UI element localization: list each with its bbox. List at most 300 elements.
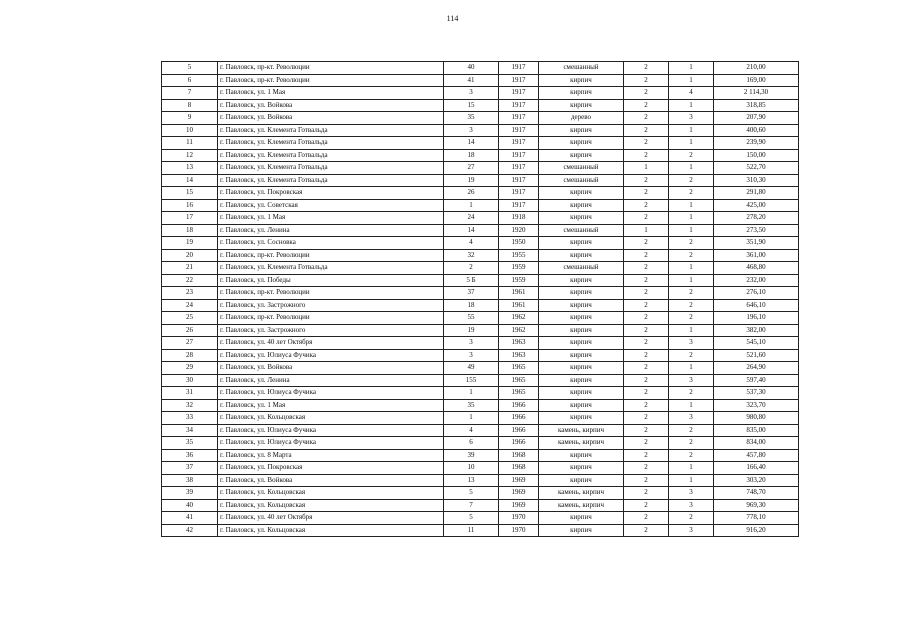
address-cell: г. Павловск, ул. Клемента Готвальда (218, 262, 444, 275)
table-row (162, 424, 799, 437)
entrances-cell: 1 (669, 99, 714, 112)
row-number-cell: 28 (162, 349, 218, 362)
area-cell: 239,90 (714, 137, 799, 150)
year-built-cell: 1969 (499, 487, 539, 500)
year-built-cell: 1917 (499, 137, 539, 150)
wall-material-cell: кирпич (539, 249, 624, 262)
floors-cell: 2 (624, 524, 669, 537)
address-cell: г. Павловск, пр-кт. Революции (218, 74, 444, 87)
table-row (162, 362, 799, 375)
year-built-cell: 1959 (499, 274, 539, 287)
area-cell: 400,60 (714, 124, 799, 137)
wall-material-cell: кирпич (539, 524, 624, 537)
area-cell: 425,00 (714, 199, 799, 212)
table-row (162, 324, 799, 337)
table-row (162, 524, 799, 537)
table-row (162, 349, 799, 362)
wall-material-cell: кирпич (539, 324, 624, 337)
table-row (162, 199, 799, 212)
entrances-cell: 1 (669, 124, 714, 137)
area-cell: 303,20 (714, 474, 799, 487)
wall-material-cell: кирпич (539, 312, 624, 325)
table-row (162, 124, 799, 137)
row-number-cell: 34 (162, 424, 218, 437)
table-row (162, 487, 799, 500)
area-cell: 834,00 (714, 437, 799, 450)
row-number-cell: 36 (162, 449, 218, 462)
area-cell: 537,30 (714, 387, 799, 400)
wall-material-cell: кирпич (539, 149, 624, 162)
entrances-cell: 1 (669, 212, 714, 225)
entrances-cell: 1 (669, 162, 714, 175)
area-cell: 169,00 (714, 74, 799, 87)
table-row (162, 462, 799, 475)
address-cell: г. Павловск, ул. Покровская (218, 187, 444, 200)
address-cell: г. Павловск, ул. Войкова (218, 362, 444, 375)
address-cell: г. Павловск, ул. 1 Мая (218, 399, 444, 412)
area-cell: 361,00 (714, 249, 799, 262)
entrances-cell: 2 (669, 387, 714, 400)
row-number-cell: 41 (162, 512, 218, 525)
address-cell: г. Павловск, ул. 8 Марта (218, 449, 444, 462)
house-number-cell: 24 (444, 212, 499, 225)
entrances-cell: 2 (669, 437, 714, 450)
entrances-cell: 2 (669, 287, 714, 300)
area-cell: 273,50 (714, 224, 799, 237)
table-row (162, 112, 799, 125)
row-number-cell: 11 (162, 137, 218, 150)
table-row (162, 499, 799, 512)
floors-cell: 2 (624, 87, 669, 100)
year-built-cell: 1966 (499, 437, 539, 450)
wall-material-cell: камень, кирпич (539, 424, 624, 437)
house-number-cell: 55 (444, 312, 499, 325)
year-built-cell: 1917 (499, 149, 539, 162)
row-number-cell: 23 (162, 287, 218, 300)
address-cell: г. Павловск, пр-кт. Революции (218, 249, 444, 262)
area-cell: 980,80 (714, 412, 799, 425)
wall-material-cell: кирпич (539, 137, 624, 150)
row-number-cell: 32 (162, 399, 218, 412)
area-cell: 468,80 (714, 262, 799, 275)
area-cell: 276,10 (714, 287, 799, 300)
address-cell: г. Павловск, пр-кт. Революции (218, 312, 444, 325)
entrances-cell: 2 (669, 312, 714, 325)
row-number-cell: 26 (162, 324, 218, 337)
table-row (162, 399, 799, 412)
floors-cell: 2 (624, 412, 669, 425)
wall-material-cell: кирпич (539, 274, 624, 287)
year-built-cell: 1955 (499, 249, 539, 262)
row-number-cell: 6 (162, 74, 218, 87)
row-number-cell: 18 (162, 224, 218, 237)
row-number-cell: 38 (162, 474, 218, 487)
house-number-cell: 4 (444, 237, 499, 250)
floors-cell: 2 (624, 487, 669, 500)
house-number-cell: 26 (444, 187, 499, 200)
floors-cell: 2 (624, 312, 669, 325)
wall-material-cell: камень, кирпич (539, 487, 624, 500)
entrances-cell: 3 (669, 499, 714, 512)
floors-cell: 2 (624, 249, 669, 262)
house-number-cell: 5 Б (444, 274, 499, 287)
address-cell: г. Павловск, ул. Клемента Готвальда (218, 149, 444, 162)
floors-cell: 2 (624, 424, 669, 437)
address-cell: г. Павловск, ул. Юлиуса Фучика (218, 387, 444, 400)
wall-material-cell: смешанный (539, 162, 624, 175)
address-cell: г. Павловск, ул. Клемента Готвальда (218, 137, 444, 150)
entrances-cell: 3 (669, 412, 714, 425)
address-cell: г. Павловск, ул. Клемента Готвальда (218, 162, 444, 175)
entrances-cell: 3 (669, 112, 714, 125)
area-cell: 310,30 (714, 174, 799, 187)
year-built-cell: 1961 (499, 299, 539, 312)
house-number-cell: 35 (444, 112, 499, 125)
house-number-cell: 13 (444, 474, 499, 487)
table-row (162, 137, 799, 150)
entrances-cell: 1 (669, 324, 714, 337)
area-cell: 835,00 (714, 424, 799, 437)
table-row (162, 274, 799, 287)
entrances-cell: 1 (669, 199, 714, 212)
house-number-cell: 18 (444, 299, 499, 312)
house-number-cell: 15 (444, 99, 499, 112)
wall-material-cell: кирпич (539, 449, 624, 462)
row-number-cell: 31 (162, 387, 218, 400)
address-cell: г. Павловск, ул. Застрожного (218, 299, 444, 312)
floors-cell: 1 (624, 162, 669, 175)
year-built-cell: 1966 (499, 412, 539, 425)
floors-cell: 2 (624, 187, 669, 200)
row-number-cell: 33 (162, 412, 218, 425)
address-cell: г. Павловск, ул. 40 лет Октября (218, 512, 444, 525)
address-cell: г. Павловск, пр-кт. Революции (218, 62, 444, 75)
entrances-cell: 2 (669, 449, 714, 462)
floors-cell: 2 (624, 324, 669, 337)
area-cell: 2 114,30 (714, 87, 799, 100)
floors-cell: 2 (624, 237, 669, 250)
address-cell: г. Павловск, ул. Клемента Готвальда (218, 124, 444, 137)
row-number-cell: 42 (162, 524, 218, 537)
house-number-cell: 39 (444, 449, 499, 462)
wall-material-cell: кирпич (539, 512, 624, 525)
row-number-cell: 10 (162, 124, 218, 137)
row-number-cell: 19 (162, 237, 218, 250)
floors-cell: 2 (624, 112, 669, 125)
house-number-cell: 35 (444, 399, 499, 412)
area-cell: 916,20 (714, 524, 799, 537)
row-number-cell: 5 (162, 62, 218, 75)
house-number-cell: 3 (444, 337, 499, 350)
floors-cell: 2 (624, 437, 669, 450)
wall-material-cell: кирпич (539, 199, 624, 212)
year-built-cell: 1917 (499, 87, 539, 100)
table-row (162, 174, 799, 187)
table-row (162, 237, 799, 250)
entrances-cell: 2 (669, 174, 714, 187)
table-row (162, 437, 799, 450)
area-cell: 150,00 (714, 149, 799, 162)
area-cell: 166,40 (714, 462, 799, 475)
area-cell: 646,10 (714, 299, 799, 312)
floors-cell: 2 (624, 174, 669, 187)
year-built-cell: 1968 (499, 449, 539, 462)
table-row (162, 374, 799, 387)
row-number-cell: 30 (162, 374, 218, 387)
area-cell: 382,00 (714, 324, 799, 337)
year-built-cell: 1970 (499, 524, 539, 537)
wall-material-cell: дерево (539, 112, 624, 125)
floors-cell: 2 (624, 462, 669, 475)
entrances-cell: 1 (669, 74, 714, 87)
floors-cell: 2 (624, 349, 669, 362)
entrances-cell: 1 (669, 399, 714, 412)
floors-cell: 2 (624, 387, 669, 400)
row-number-cell: 20 (162, 249, 218, 262)
page-number: 114 (446, 14, 459, 23)
table-row (162, 74, 799, 87)
year-built-cell: 1963 (499, 349, 539, 362)
house-number-cell: 18 (444, 149, 499, 162)
table-row (162, 212, 799, 225)
floors-cell: 2 (624, 149, 669, 162)
house-number-cell: 3 (444, 124, 499, 137)
house-number-cell: 5 (444, 512, 499, 525)
entrances-cell: 3 (669, 524, 714, 537)
floors-cell: 2 (624, 287, 669, 300)
table-row (162, 474, 799, 487)
year-built-cell: 1917 (499, 124, 539, 137)
wall-material-cell: смешанный (539, 62, 624, 75)
year-built-cell: 1920 (499, 224, 539, 237)
address-cell: г. Павловск, ул. 1 Мая (218, 212, 444, 225)
table-row (162, 249, 799, 262)
area-cell: 778,10 (714, 512, 799, 525)
wall-material-cell: кирпич (539, 212, 624, 225)
area-cell: 457,80 (714, 449, 799, 462)
house-number-cell: 1 (444, 412, 499, 425)
wall-material-cell: камень, кирпич (539, 499, 624, 512)
wall-material-cell: смешанный (539, 224, 624, 237)
floors-cell: 2 (624, 74, 669, 87)
wall-material-cell: кирпич (539, 87, 624, 100)
area-cell: 232,00 (714, 274, 799, 287)
floors-cell: 2 (624, 499, 669, 512)
floors-cell: 2 (624, 124, 669, 137)
area-cell: 521,60 (714, 349, 799, 362)
table-row (162, 187, 799, 200)
floors-cell: 2 (624, 512, 669, 525)
year-built-cell: 1917 (499, 112, 539, 125)
entrances-cell: 1 (669, 137, 714, 150)
house-number-cell: 3 (444, 349, 499, 362)
address-cell: г. Павловск, ул. Кольцовская (218, 524, 444, 537)
year-built-cell: 1917 (499, 62, 539, 75)
house-number-cell: 4 (444, 424, 499, 437)
year-built-cell: 1917 (499, 99, 539, 112)
row-number-cell: 25 (162, 312, 218, 325)
table-row (162, 512, 799, 525)
wall-material-cell: кирпич (539, 124, 624, 137)
area-cell: 278,20 (714, 212, 799, 225)
table-row (162, 149, 799, 162)
area-cell: 196,10 (714, 312, 799, 325)
year-built-cell: 1965 (499, 362, 539, 375)
year-built-cell: 1963 (499, 337, 539, 350)
year-built-cell: 1966 (499, 399, 539, 412)
address-cell: г. Павловск, ул. Войкова (218, 99, 444, 112)
year-built-cell: 1962 (499, 312, 539, 325)
house-number-cell: 11 (444, 524, 499, 537)
address-cell: г. Павловск, ул. Кольцовская (218, 499, 444, 512)
floors-cell: 1 (624, 224, 669, 237)
house-number-cell: 27 (444, 162, 499, 175)
floors-cell: 2 (624, 199, 669, 212)
house-number-cell: 14 (444, 224, 499, 237)
house-number-cell: 5 (444, 487, 499, 500)
address-cell: г. Павловск, ул. Застрожного (218, 324, 444, 337)
floors-cell: 2 (624, 62, 669, 75)
row-number-cell: 16 (162, 199, 218, 212)
address-cell: г. Павловск, ул. Кольцовская (218, 412, 444, 425)
row-number-cell: 21 (162, 262, 218, 275)
entrances-cell: 2 (669, 512, 714, 525)
year-built-cell: 1917 (499, 162, 539, 175)
area-cell: 207,90 (714, 112, 799, 125)
wall-material-cell: кирпич (539, 74, 624, 87)
house-number-cell: 1 (444, 199, 499, 212)
address-cell: г. Павловск, ул. Юлиуса Фучика (218, 424, 444, 437)
year-built-cell: 1969 (499, 499, 539, 512)
table-row (162, 99, 799, 112)
house-number-cell: 19 (444, 324, 499, 337)
address-cell: г. Павловск, ул. Сосновка (218, 237, 444, 250)
entrances-cell: 3 (669, 487, 714, 500)
wall-material-cell: кирпич (539, 349, 624, 362)
house-number-cell: 19 (444, 174, 499, 187)
year-built-cell: 1966 (499, 424, 539, 437)
year-built-cell: 1959 (499, 262, 539, 275)
house-number-cell: 155 (444, 374, 499, 387)
table-row (162, 412, 799, 425)
entrances-cell: 1 (669, 474, 714, 487)
table-row (162, 224, 799, 237)
floors-cell: 2 (624, 99, 669, 112)
row-number-cell: 15 (162, 187, 218, 200)
table-row (162, 287, 799, 300)
address-cell: г. Павловск, ул. 40 лет Октября (218, 337, 444, 350)
row-number-cell: 22 (162, 274, 218, 287)
entrances-cell: 2 (669, 237, 714, 250)
entrances-cell: 2 (669, 249, 714, 262)
table-row (162, 299, 799, 312)
entrances-cell: 1 (669, 224, 714, 237)
entrances-cell: 2 (669, 424, 714, 437)
row-number-cell: 14 (162, 174, 218, 187)
year-built-cell: 1969 (499, 474, 539, 487)
entrances-cell: 1 (669, 274, 714, 287)
wall-material-cell: кирпич (539, 337, 624, 350)
entrances-cell: 4 (669, 87, 714, 100)
area-cell: 291,80 (714, 187, 799, 200)
table-row (162, 262, 799, 275)
house-number-cell: 10 (444, 462, 499, 475)
house-number-cell: 7 (444, 499, 499, 512)
area-cell: 264,90 (714, 362, 799, 375)
wall-material-cell: кирпич (539, 362, 624, 375)
table-row (162, 337, 799, 350)
table-row (162, 449, 799, 462)
entrances-cell: 1 (669, 462, 714, 475)
entrances-cell: 3 (669, 337, 714, 350)
row-number-cell: 9 (162, 112, 218, 125)
row-number-cell: 27 (162, 337, 218, 350)
address-cell: г. Павловск, ул. Ленина (218, 374, 444, 387)
floors-cell: 2 (624, 337, 669, 350)
area-cell: 545,10 (714, 337, 799, 350)
wall-material-cell: кирпич (539, 299, 624, 312)
address-cell: г. Павловск, ул. Клемента Готвальда (218, 174, 444, 187)
row-number-cell: 17 (162, 212, 218, 225)
address-cell: г. Павловск, ул. Войкова (218, 474, 444, 487)
address-cell: г. Павловск, ул. Покровская (218, 462, 444, 475)
year-built-cell: 1917 (499, 187, 539, 200)
house-number-cell: 2 (444, 262, 499, 275)
area-cell: 969,30 (714, 499, 799, 512)
year-built-cell: 1965 (499, 387, 539, 400)
floors-cell: 2 (624, 374, 669, 387)
row-number-cell: 12 (162, 149, 218, 162)
area-cell: 323,70 (714, 399, 799, 412)
table-row (162, 312, 799, 325)
year-built-cell: 1950 (499, 237, 539, 250)
wall-material-cell: кирпич (539, 387, 624, 400)
area-cell: 210,00 (714, 62, 799, 75)
area-cell: 351,90 (714, 237, 799, 250)
row-number-cell: 13 (162, 162, 218, 175)
wall-material-cell: кирпич (539, 99, 624, 112)
house-number-cell: 37 (444, 287, 499, 300)
year-built-cell: 1970 (499, 512, 539, 525)
entrances-cell: 1 (669, 62, 714, 75)
floors-cell: 2 (624, 362, 669, 375)
table-row (162, 387, 799, 400)
wall-material-cell: смешанный (539, 174, 624, 187)
floors-cell: 2 (624, 449, 669, 462)
year-built-cell: 1965 (499, 374, 539, 387)
wall-material-cell: кирпич (539, 412, 624, 425)
wall-material-cell: кирпич (539, 474, 624, 487)
address-cell: г. Павловск, ул. Кольцовская (218, 487, 444, 500)
entrances-cell: 2 (669, 349, 714, 362)
wall-material-cell: камень, кирпич (539, 437, 624, 450)
wall-material-cell: смешанный (539, 262, 624, 275)
table-row (162, 62, 799, 75)
wall-material-cell: кирпич (539, 462, 624, 475)
floors-cell: 2 (624, 399, 669, 412)
row-number-cell: 40 (162, 499, 218, 512)
entrances-cell: 3 (669, 374, 714, 387)
year-built-cell: 1961 (499, 287, 539, 300)
area-cell: 318,85 (714, 99, 799, 112)
row-number-cell: 7 (162, 87, 218, 100)
entrances-cell: 1 (669, 262, 714, 275)
year-built-cell: 1917 (499, 174, 539, 187)
address-cell: г. Павловск, ул. Юлиуса Фучика (218, 437, 444, 450)
floors-cell: 2 (624, 212, 669, 225)
wall-material-cell: кирпич (539, 399, 624, 412)
year-built-cell: 1917 (499, 199, 539, 212)
